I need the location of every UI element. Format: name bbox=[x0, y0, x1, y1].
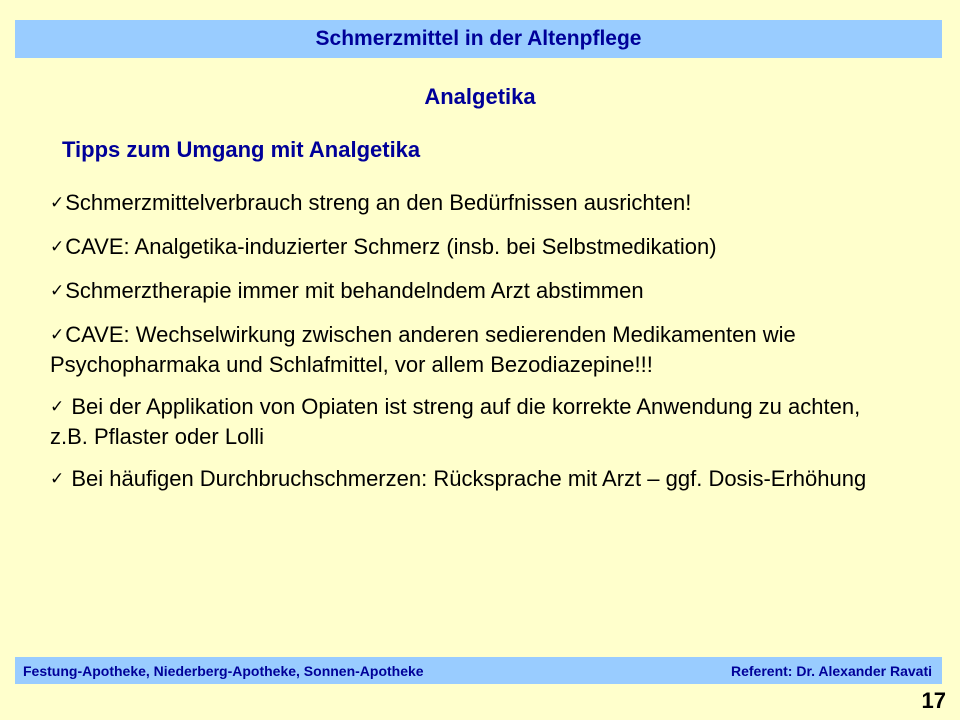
checkmark-icon: ✓ bbox=[50, 237, 65, 256]
checkmark-icon: ✓ bbox=[50, 281, 65, 300]
list-item bbox=[50, 321, 880, 379]
page-number: 17 bbox=[921, 688, 946, 713]
tip-text: Schmerzmittelverbrauch streng an den Bedürfnissen ausrichten! bbox=[65, 190, 692, 215]
footer-speaker: Referent: Dr. Alexander Ravati bbox=[731, 662, 932, 679]
tip-text: Schmerztherapie immer mit behandelndem Arzt abstimmen bbox=[65, 278, 644, 303]
list-item bbox=[50, 277, 880, 307]
tip-text: CAVE: Wechselwirkung zwischen anderen sedierenden Medikamenten wie Psychopharmaka und Schlafmittel, vor allem Bezodiazepine!!! bbox=[50, 322, 796, 377]
header-title: Schmerzmittel in der Altenpflege bbox=[315, 27, 642, 50]
tip-text: Bei der Applikation von Opiaten ist streng auf die korrekte Anwendung zu achten, z.B. Pflaster oder Lolli bbox=[50, 394, 861, 449]
list-item bbox=[50, 233, 880, 263]
section-title: Analgetika bbox=[424, 84, 536, 109]
footer-pharmacies: Festung-Apotheke, Niederberg-Apotheke, Sonnen-Apotheke bbox=[23, 662, 424, 679]
checkmark-icon: ✓ bbox=[50, 193, 65, 212]
tips-list bbox=[50, 189, 880, 509]
list-item bbox=[50, 465, 880, 495]
checkmark-icon: ✓ bbox=[50, 397, 65, 416]
list-item bbox=[50, 189, 880, 219]
checkmark-icon: ✓ bbox=[50, 469, 65, 488]
header-bar bbox=[15, 20, 942, 58]
list-item bbox=[50, 393, 880, 451]
tip-text: CAVE: Analgetika-induzierter Schmerz (insb. bei Selbstmedikation) bbox=[65, 234, 717, 259]
subtitle: Tipps zum Umgang mit Analgetika bbox=[62, 137, 421, 162]
checkmark-icon: ✓ bbox=[50, 325, 65, 344]
footer-bar bbox=[15, 657, 942, 684]
tip-text: Bei häufigen Durchbruchschmerzen: Rücksprache mit Arzt – ggf. Dosis-Erhöhung bbox=[65, 466, 867, 491]
